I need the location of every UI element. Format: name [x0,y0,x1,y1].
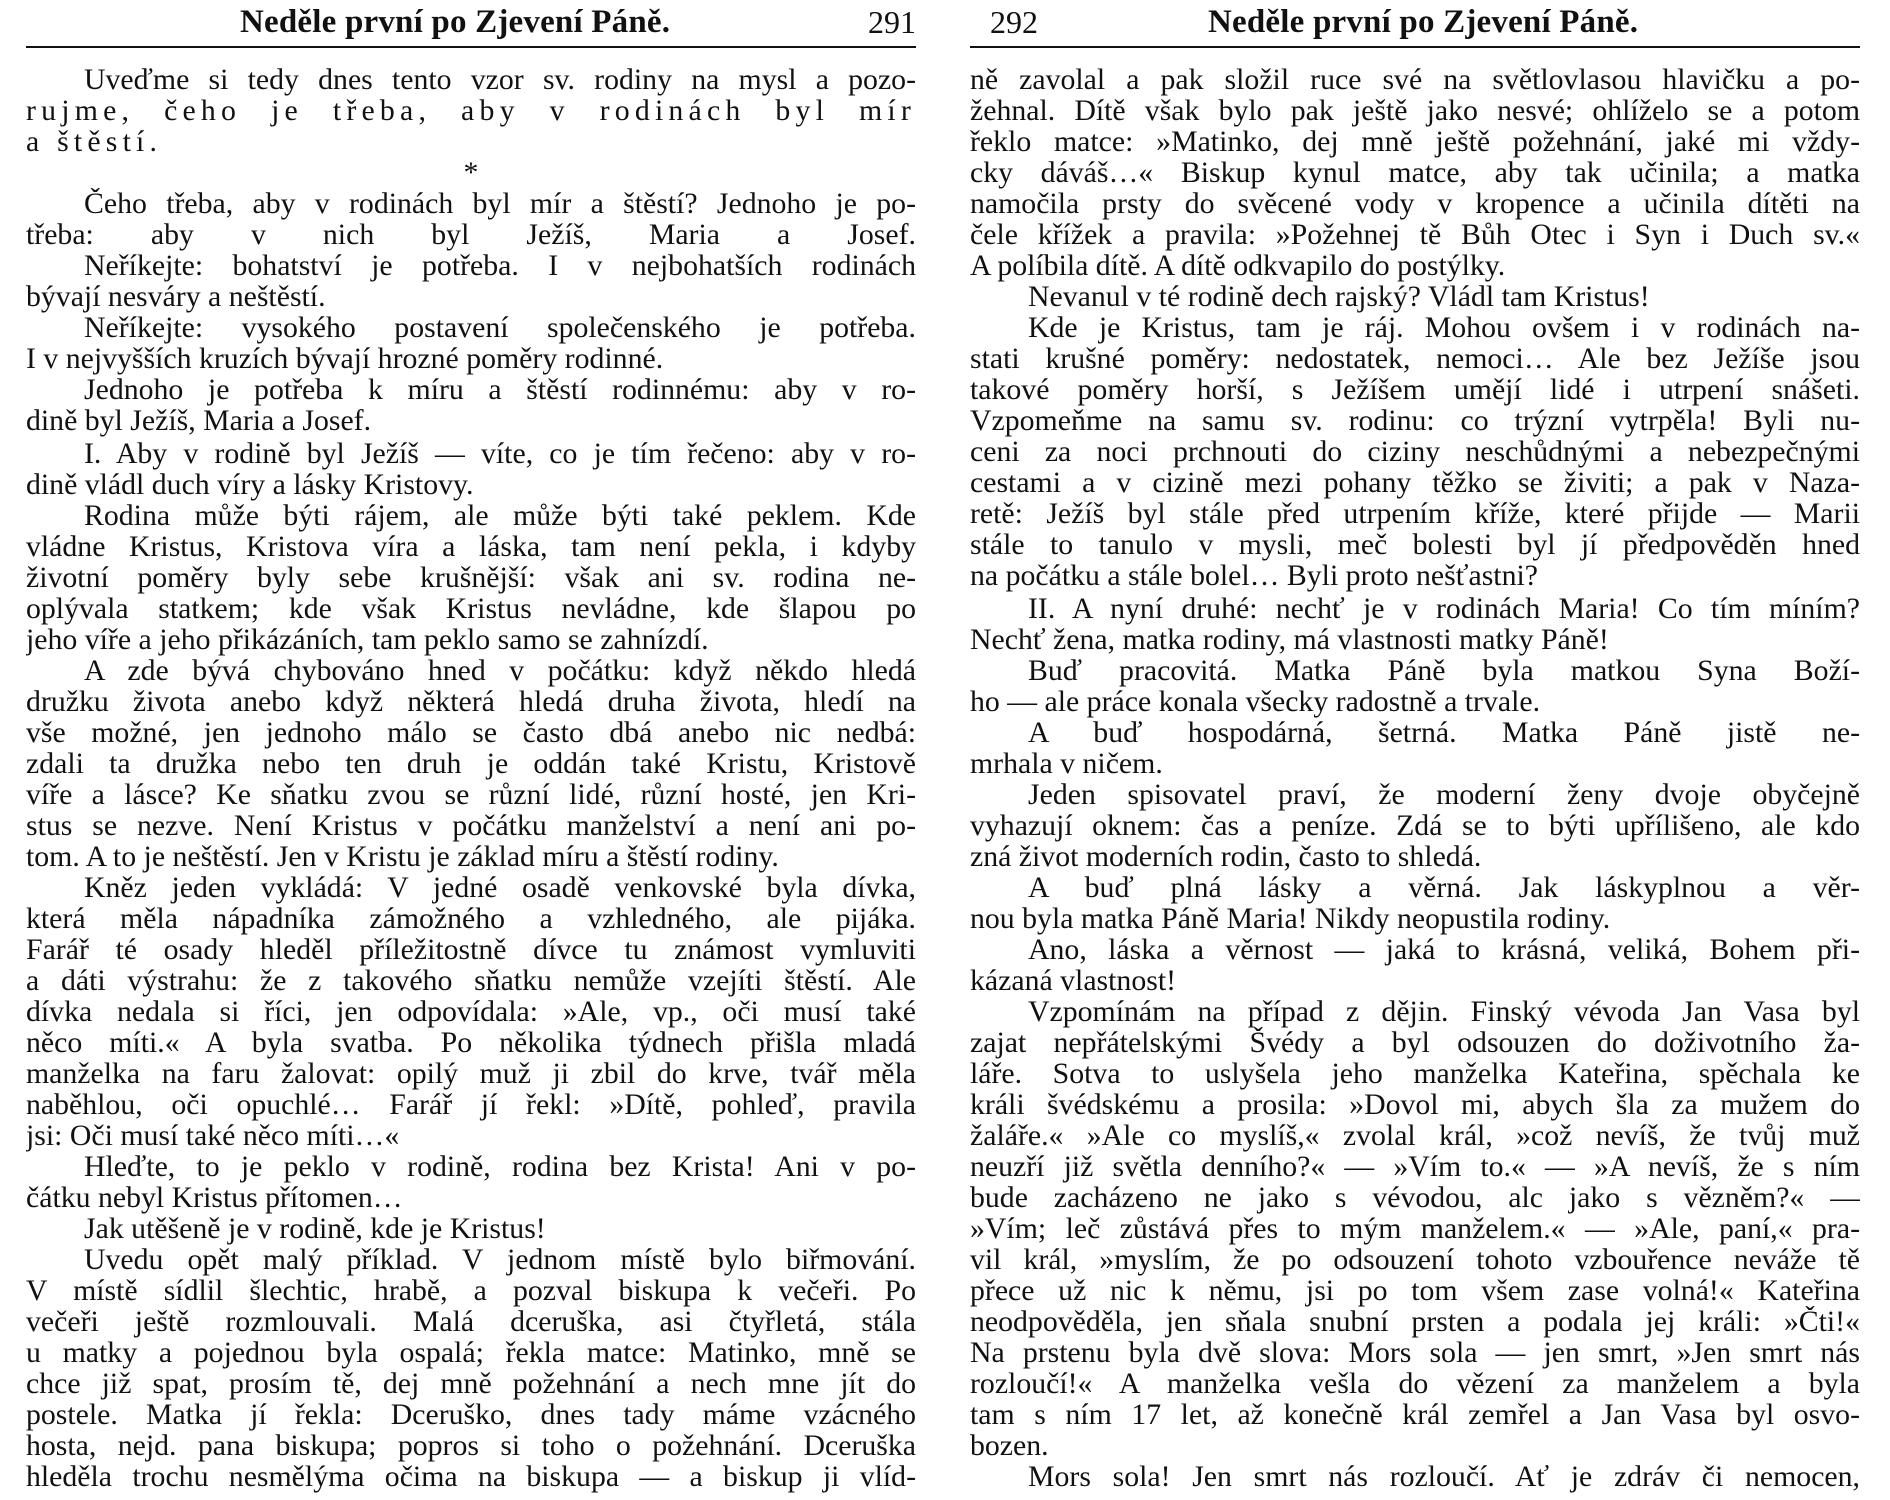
text-line: zná život moderních rodin, často to shledá. [970,841,1482,873]
text-line: stati krušné poměry: nedostatek, nemoci… Ale bez Ježíše jsou [970,343,1860,375]
text-line: ho — ale práce konala všecky radostně a trvale. [970,686,1541,718]
text-line: jeho víře a jeho přikázáních, tam peklo samo se zahnízdí. [26,624,709,656]
text-line: Farář té osady hleděl příležitostně dívce tu známost vymluviti [26,934,916,966]
text-line: vládne Kristus, Kristova víra a láska, tam není pekla, i kdyby [26,531,916,563]
page-number: 291 [868,4,916,40]
running-title: Neděle první po Zjevení Páně. [240,4,671,40]
text-line: Kde je Kristus, tam je ráj. Mohou ovšem i v rodinách na- [1028,312,1860,344]
text-line: Buď pracovitá. Matka Páně byla matkou Syna Boží- [1028,655,1860,687]
text-line: a štěstí. [26,126,163,158]
text-line: Vzpomeňme na samu sv. rodinu: co trýzní vytrpěla! Byli nu- [970,405,1860,437]
text-line: takové poměry horší, s Ježíšem umějí lidé i utrpení snášeti. [970,374,1860,406]
text-line: I. Aby v rodině byl Ježíš — víte, co je tím řečeno: aby v ro- [84,438,916,470]
text-line: láře. Sotva to uslyšela jeho manželka Kateřina, spěchala ke [970,1058,1860,1090]
text-line: přece už nic k němu, jsi po tom všem zase volná!« Kateřina [970,1275,1860,1307]
text-line: Čeho třeba, aby v rodinách byl mír a štěstí? Jednoho je po- [84,188,916,220]
text-line: žehnal. Dítě však bylo pak ještě jako nesvé; ohlíželo se a potom [970,95,1860,127]
text-line: Kněz jeden vykládá: V jedné osadě venkovské byla dívka, [84,872,916,904]
text-line: Neříkejte: bohatství je potřeba. I v nejbohatších rodinách [84,250,916,282]
text-line: chce již spat, prosím tě, dej mně požehnání a nech mne jít do [26,1368,916,1400]
text-line: namočila prsty do svěcené vody v kropence a učinila dítěti na [970,188,1860,220]
text-line: cestami a v cizině mezi pohany těžko se živiti; a pak v Naza- [970,467,1860,499]
text-line: večeři ještě rozmlouvali. Malá dceruška, asi čtyřletá, stála [26,1306,916,1338]
text-line: I v nejvyšších kruzích bývají hrozné poměry rodinné. [26,343,664,375]
text-line: vše možné, jen jednoho málo se často dbá anebo nic nedbá: [26,717,916,749]
text-line: Jak utěšeně je v rodině, kde je Kristus! [84,1213,546,1245]
text-line: Ano, láska a věrnost — jaká to krásná, veliká, Bohem při- [1028,934,1860,966]
text-line: Nechť žena, matka rodiny, má vlastnosti matky Páně! [970,624,1609,656]
text-line: vyhazují oknem: čas a peníze. Zdá se to býti upřílišeno, ale kdo [970,810,1860,842]
text-line: stále to tanulo v mysli, meč bolesti byl jí předpověděn hned [970,529,1860,561]
text-line: tom. A to je neštěstí. Jen v Kristu je základ míru a štěstí rodiny. [26,841,779,873]
text-line: A buď plná lásky a věrná. Jak láskyplnou a věr- [1028,872,1860,904]
text-line: »Vím; leč zůstává přes to mým manželem.« — »Ale, paní,« pra- [970,1213,1860,1245]
text-line: na počátku a stále bolel… Byli proto nešťastni? [970,560,1538,592]
left-page [26,0,916,1500]
text-line: zdali ta družka nebo ten druh je oddán také Kristu, Kristově [26,748,916,780]
text-line: a dáti výstrahu: že z takového sňatku nemůže vzejíti štěstí. Ale [26,965,916,997]
text-line: dině vládl duch víry a lásky Kristovy. [26,469,474,501]
text-line: čátku nebyl Kristus přítomen… [26,1182,403,1214]
text-line: družku života anebo když některá hledá druha života, hledí na [26,686,916,718]
text-line: životní poměry byly sebe krušnější: však ani sv. rodina ne- [26,562,916,594]
text-line: Jeden spisovatel praví, že moderní ženy dvoje obyčejně [1028,779,1860,811]
text-line: A políbila dítě. A dítě odkvapilo do postýlky. [970,250,1506,282]
text-line: II. A nyní druhé: nechť je v rodinách Maria! Co tím míním? [1028,593,1860,625]
text-line: rujme, čeho je třeba, aby v rodinách byl mír [26,95,916,127]
text-line: vil král, »myslím, že po odsouzení tohoto vzbouřence neváže tě [970,1244,1860,1276]
text-line: postele. Matka jí řekla: Dceruško, dnes tady máme vzácného [26,1399,916,1431]
text-line: králi švédskému a prosila: »Dovol mi, abych šla za mužem do [970,1089,1860,1121]
text-line: cky dáváš…« Biskup kynul matce, aby tak učinila; a matka [970,157,1860,189]
text-line: Uvedu opět malý příklad. V jednom místě bylo biřmování. [84,1244,916,1276]
text-line: něco míti.« A byla svatba. Po několika týdnech přišla mladá [26,1027,916,1059]
text-line: Mors sola! Jen smrt nás rozloučí. Ať je zdráv či nemocen, [1028,1461,1860,1493]
text-line: bude zacházeno ne jako s vévodou, alc jako s vězněm?« — [970,1182,1860,1214]
text-line: nou byla matka Páně Maria! Nikdy neopustila rodiny. [970,903,1611,935]
text-line: Uveďme si tedy dnes tento vzor sv. rodiny na mysl a pozo- [84,64,916,96]
right-page-header [970,0,1860,48]
text-line: A buď hospodárná, šetrná. Matka Páně jistě ne- [1028,717,1860,749]
text-line: Nevanul v té rodině dech rajský? Vládl tam Kristus! [1028,281,1650,313]
text-line: Hleďte, to je peklo v rodině, rodina bez Krista! Ani v po- [84,1151,916,1183]
text-line: naběhlou, oči opuchlé… Farář jí řekl: »Dítě, pohleď, pravila [26,1089,916,1121]
text-line: V místě sídlil šlechtic, hrabě, a pozval biskupa k večeři. Po [26,1275,916,1307]
text-line: neuzří již světla denního?« — »Vím to.« — »A nevíš, že s ním [970,1151,1860,1183]
text-line: stus se nezve. Není Kristus v počátku manželství a není ani po- [26,810,916,842]
text-line: zajat nepřátelskými Švédy a byl odsouzen do doživotního ža- [970,1027,1860,1059]
running-title: Neděle první po Zjevení Páně. [1208,4,1639,40]
text-line: která měla nápadníka zámožného a vzhledného, ale pijáka. [26,903,916,935]
text-line: Neříkejte: vysokého postavení společenského je potřeba. [84,312,916,344]
text-line: tam s ním 17 let, až konečně král zemřel a Jan Vasa byl osvo- [970,1399,1860,1431]
text-line: mrhala v ničem. [970,748,1163,780]
text-line: retě: Ježíš byl stále před utrpením kříže, které přijde — Marii [970,498,1860,530]
text-line: Jednoho je potřeba k míru a štěstí rodinnému: aby v ro- [84,374,916,406]
text-line: řeklo matce: »Matinko, dej mně ještě požehnání, jaké mi vždy- [970,126,1860,158]
text-line: hosta, nejd. pana biskupa; popros si toho o požehnání. Dceruška [26,1430,916,1462]
text-line: Rodina může býti rájem, ale může býti také peklem. Kde [84,500,916,532]
text-line: bozen. [970,1430,1049,1462]
text-line: ceni za noci prchnouti do ciziny neschůdnými a nebezpečnými [970,436,1860,468]
page-number: 292 [990,4,1038,40]
text-line: rozloučí!« A manželka vešla do vězení za manželem a byla [970,1368,1860,1400]
text-line: třeba: aby v nich byl Ježíš, Maria a Josef. [26,219,916,251]
text-line: Na prstenu byla dvě slova: Mors sola — jen smrt, »Jen smrt nás [970,1337,1860,1369]
left-page-header [26,0,916,48]
text-line: manželka na faru žalovat: opilý muž ji zbil do krve, tvář měla [26,1058,916,1090]
text-line: Vzpomínám na případ z dějin. Finský vévoda Jan Vasa byl [1028,996,1860,1028]
text-line: A zde bývá chybováno hned v počátku: když někdo hledá [84,655,916,687]
text-line: dívka nedala si říci, jen odpovídala: »Ale, vp., oči musí také [26,996,916,1028]
text-line: žaláře.« »Ale co myslíš,« zvolal král, »což nevíš, že tvůj muž [970,1120,1860,1152]
right-page [970,0,1860,1500]
text-line: kázaná vlastnost! [970,965,1177,997]
text-line: u matky a pojednou byla ospalá; řekla matce: Matinko, mně se [26,1337,916,1369]
text-line: čele křížek a pravila: »Požehnej tě Bůh Otec i Syn i Duch sv.« [970,219,1860,251]
section-divider: * [463,157,479,189]
text-line: dině byl Ježíš, Maria a Josef. [26,405,372,437]
text-line: bývají nesváry a neštěstí. [26,281,326,313]
text-line: hleděla trochu nesmělýma očima na biskupa — a biskup ji vlíd- [26,1461,916,1493]
text-line: víře a lásce? Ke sňatku zvou se různí lidé, různí hosté, jen Kri- [26,779,916,811]
text-line: oplývala statkem; kde však Kristus nevládne, kde šlapou po [26,593,916,625]
text-line: neodpověděla, jen sňala snubní prsten a podala jej králi: »Čti!« [970,1306,1860,1338]
text-line: ně zavolal a pak složil ruce své na světlovlasou hlavičku a po- [970,64,1860,96]
text-line: jsi: Oči musí také něco míti…« [26,1120,400,1152]
